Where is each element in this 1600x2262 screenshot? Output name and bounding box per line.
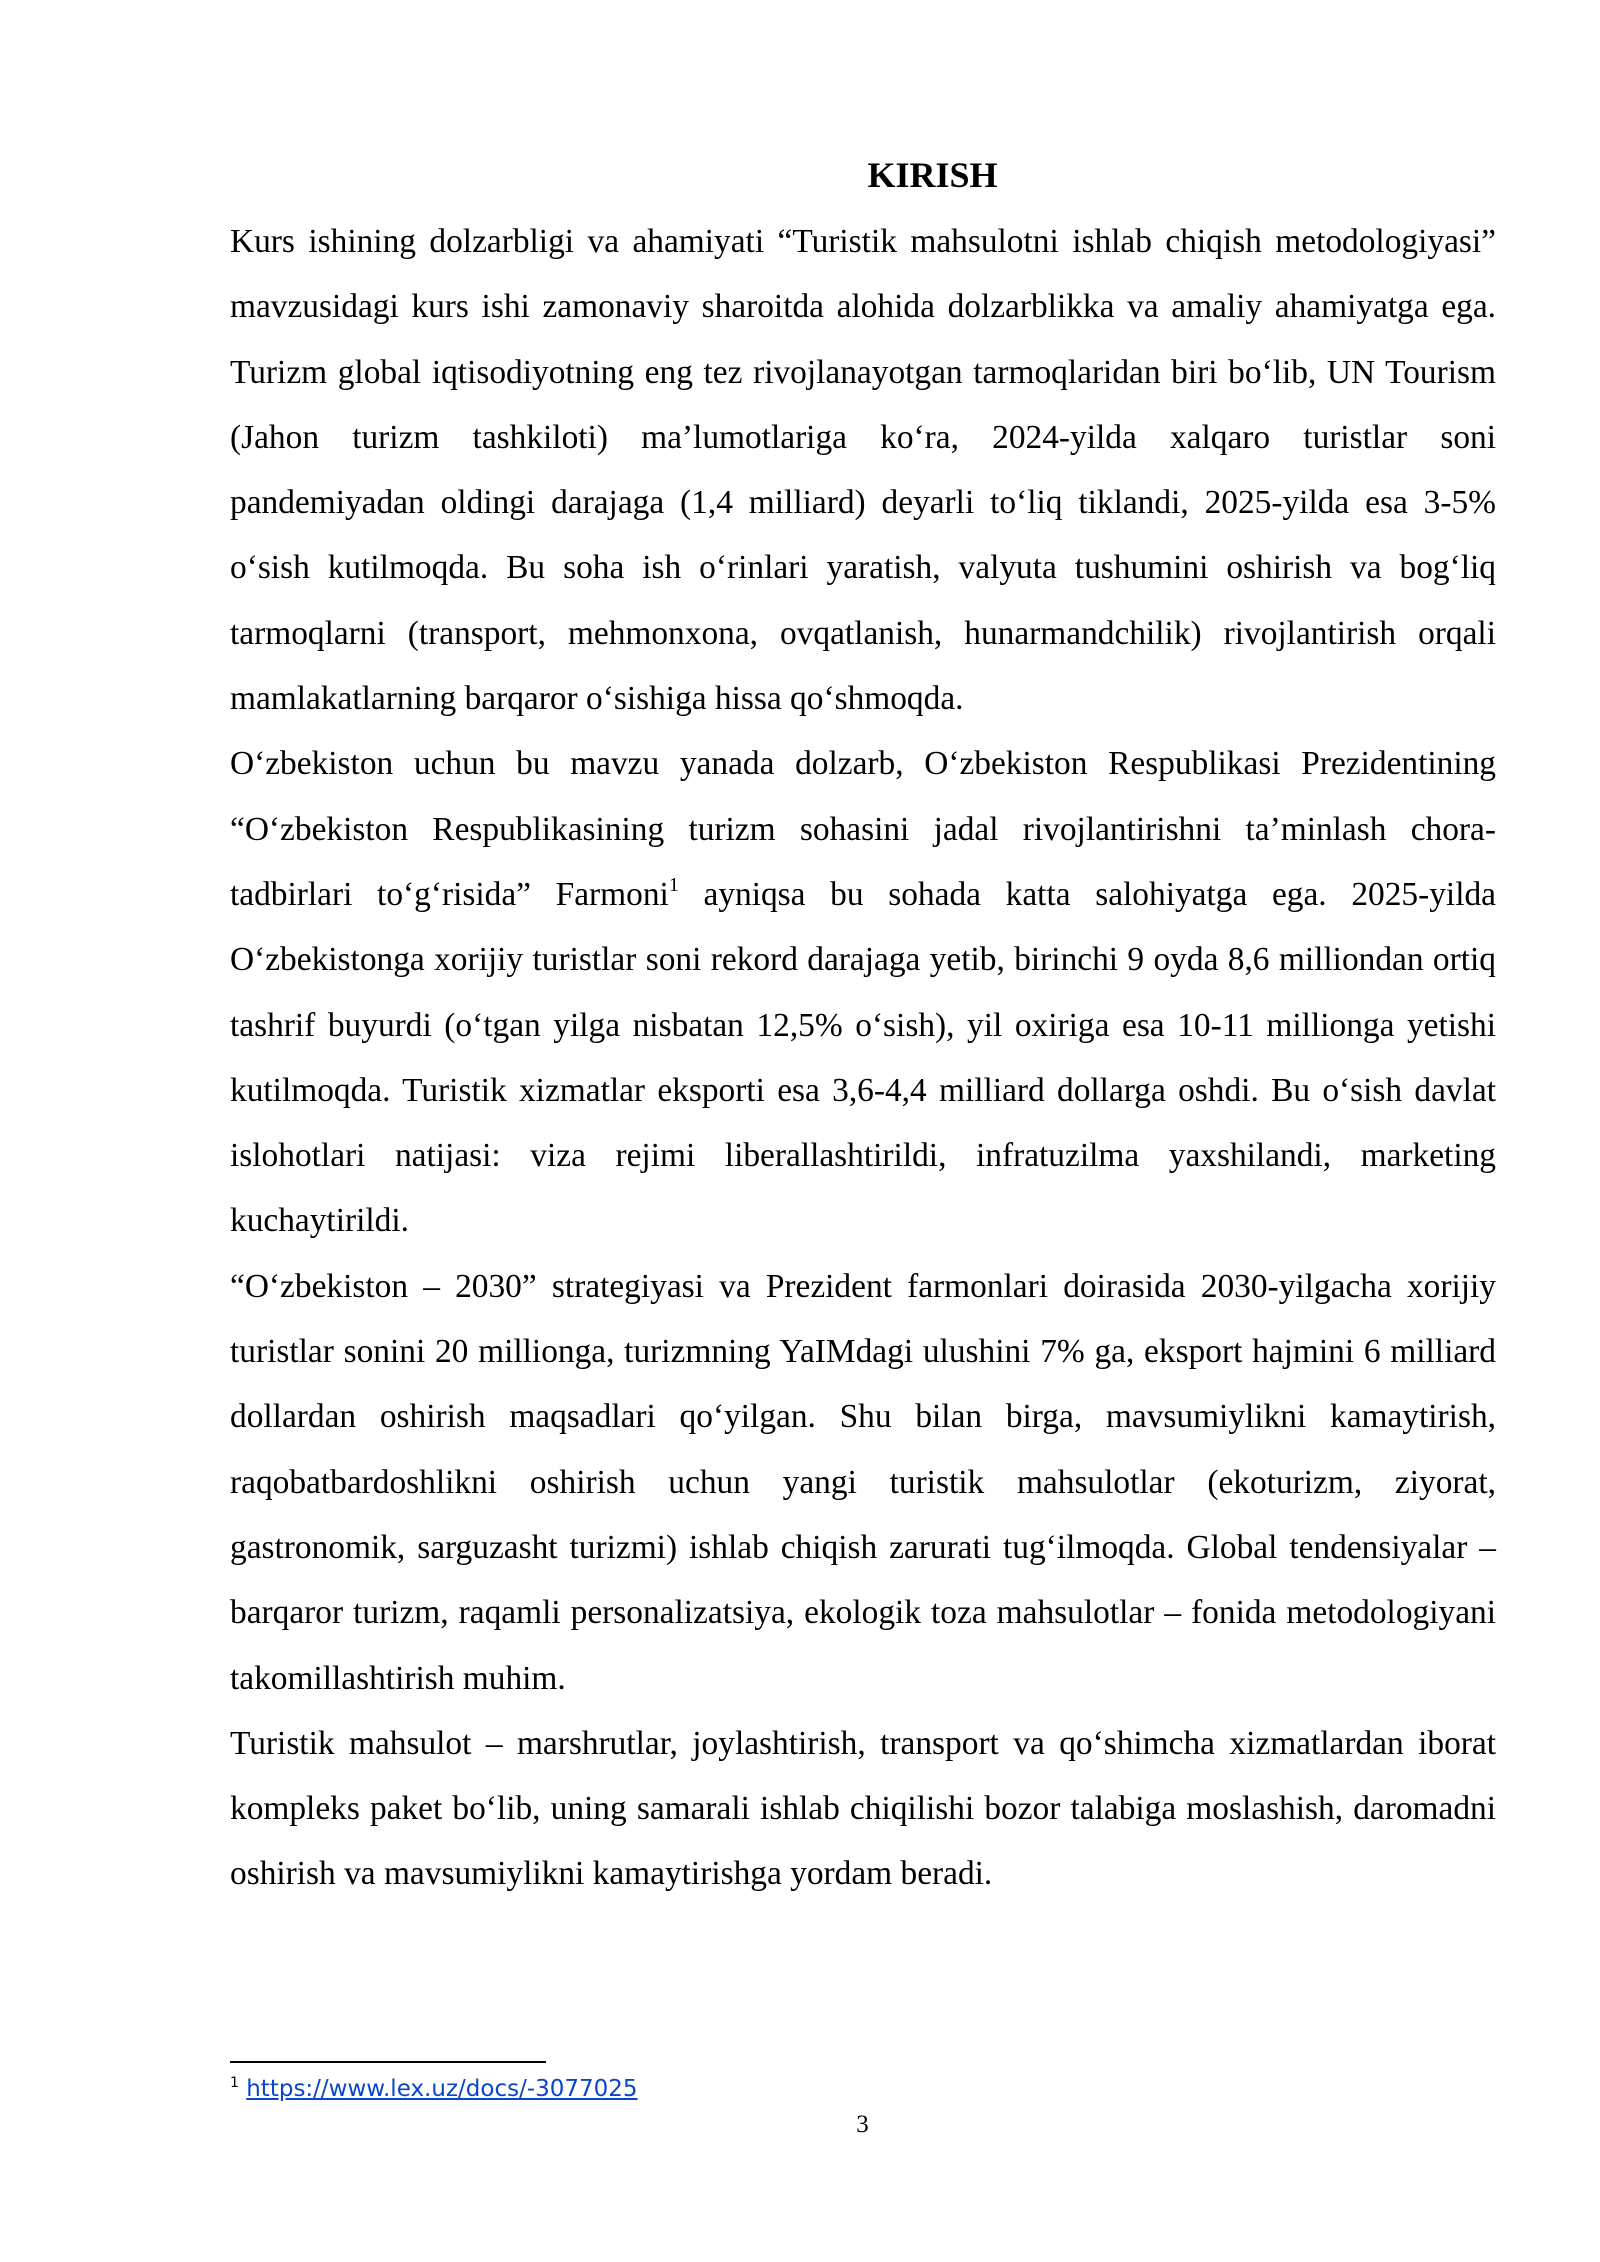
paragraph-relevance: Kurs ishining dolzarbligi va ahamiyati “Turistik mahsulotni ishlab chiqish metodologiyasi” mavzusidagi kurs ishi zamonaviy sharoitda alohida dolzarblikka va amaliy ahamiyatga ega. Turizm global iqtisodiyotning eng tez rivojlanayotgan tarmoqlaridan biri bo‘lib, UN Tourism (Jahon turizm tashkiloti) ma’lumotlariga ko‘ra, 2024-yilda xalqaro turistlar soni pandemiyadan oldingi darajaga (1,4 milliard) deyarli to‘liq tiklandi, 2025-yilda esa 3-5% o‘sish kutilmoqda. Bu soha ish o‘rinlari yaratish, valyuta tushumini oshirish va bog‘liq tarmoqlarni (transport, mehmonxona, ovqatlanish, hunarmandchilik) rivojlantirish orqali mamlakatlarning barqaror o‘sishiga hissa qo‘shmoqda. — [230, 223, 1496, 718]
footnote-reference[interactable]: 1 — [668, 873, 679, 896]
footnote-link[interactable]: https://www.lex.uz/docs/-3077025 — [246, 2076, 638, 2102]
footnote-separator — [230, 2061, 546, 2063]
page-heading: KIRISH — [867, 155, 998, 195]
footnote — [230, 2074, 638, 2104]
body-text — [230, 209, 1496, 1907]
page-number: 3 — [856, 2111, 869, 2138]
footnote-marker: 1 — [230, 2075, 239, 2091]
paragraph-tourism-product: Turistik mahsulot – marshrutlar, joylashtirish, transport va qo‘shimcha xizmatlardan iborat kompleks paket bo‘lib, uning samarali ishlab chiqilishi bozor talabiga moslashish, daromadni oshirish va mavsumiylikni kamaytirishga yordam beradi. — [230, 1724, 1496, 1893]
paragraph-strategy-2030: “O‘zbekiston – 2030” strategiyasi va Prezident farmonlari doirasida 2030-yilgacha xorijiy turistlar sonini 20 millionga, turizmning YaIMdagi ulushini 7% ga, eksport hajmini 6 milliard dollardan oshirish maqsadlari qo‘yilgan. Shu bilan birga, mavsumiylikni kamaytirish, raqobatbardoshlikni oshirish uchun yangi turistik mahsulotlar (ekoturizm, ziyorat, gastronomik, sarguzasht turizmi) ishlab chiqish zarurati tug‘ilmoqda. Global tendensiyalar – barqaror turizm, raqamli personalizatsiya, ekologik toza mahsulotlar – fonida metodologiyani takomillashtirish muhim. — [230, 1267, 1496, 1697]
paragraph-uzbekistan-text-before: O‘zbekiston uchun bu mavzu yanada dolzarb, O‘zbekiston Respublikasi Prezidentining “O‘zbekiston Respublikasining turizm sohasini jadal rivojlantirishni ta’minlash chora-tadbirlari to‘g‘risida” Farmoni — [230, 745, 1496, 913]
paragraph-uzbekistan-text-after: ayniqsa bu sohada katta salohiyatga ega. 2025-yilda O‘zbekistonga xorijiy turistlar soni rekord darajaga yetib, birinchi 9 oyda 8,6 milliondan ortiq tashrif buyurdi (o‘tgan yilga nisbatan 12,5% o‘sish), yil oxiriga esa 10-11 millionga yetishi kutilmoqda. Turistik xizmatlar eksporti esa 3,6-4,4 milliard dollarga oshdi. Bu o‘sish davlat islohotlari natijasi: viza rejimi liberallashtirildi, infratuzilma yaxshilandi, marketing kuchaytirildi. — [230, 875, 1496, 1240]
paragraph-uzbekistan — [230, 731, 1496, 1253]
